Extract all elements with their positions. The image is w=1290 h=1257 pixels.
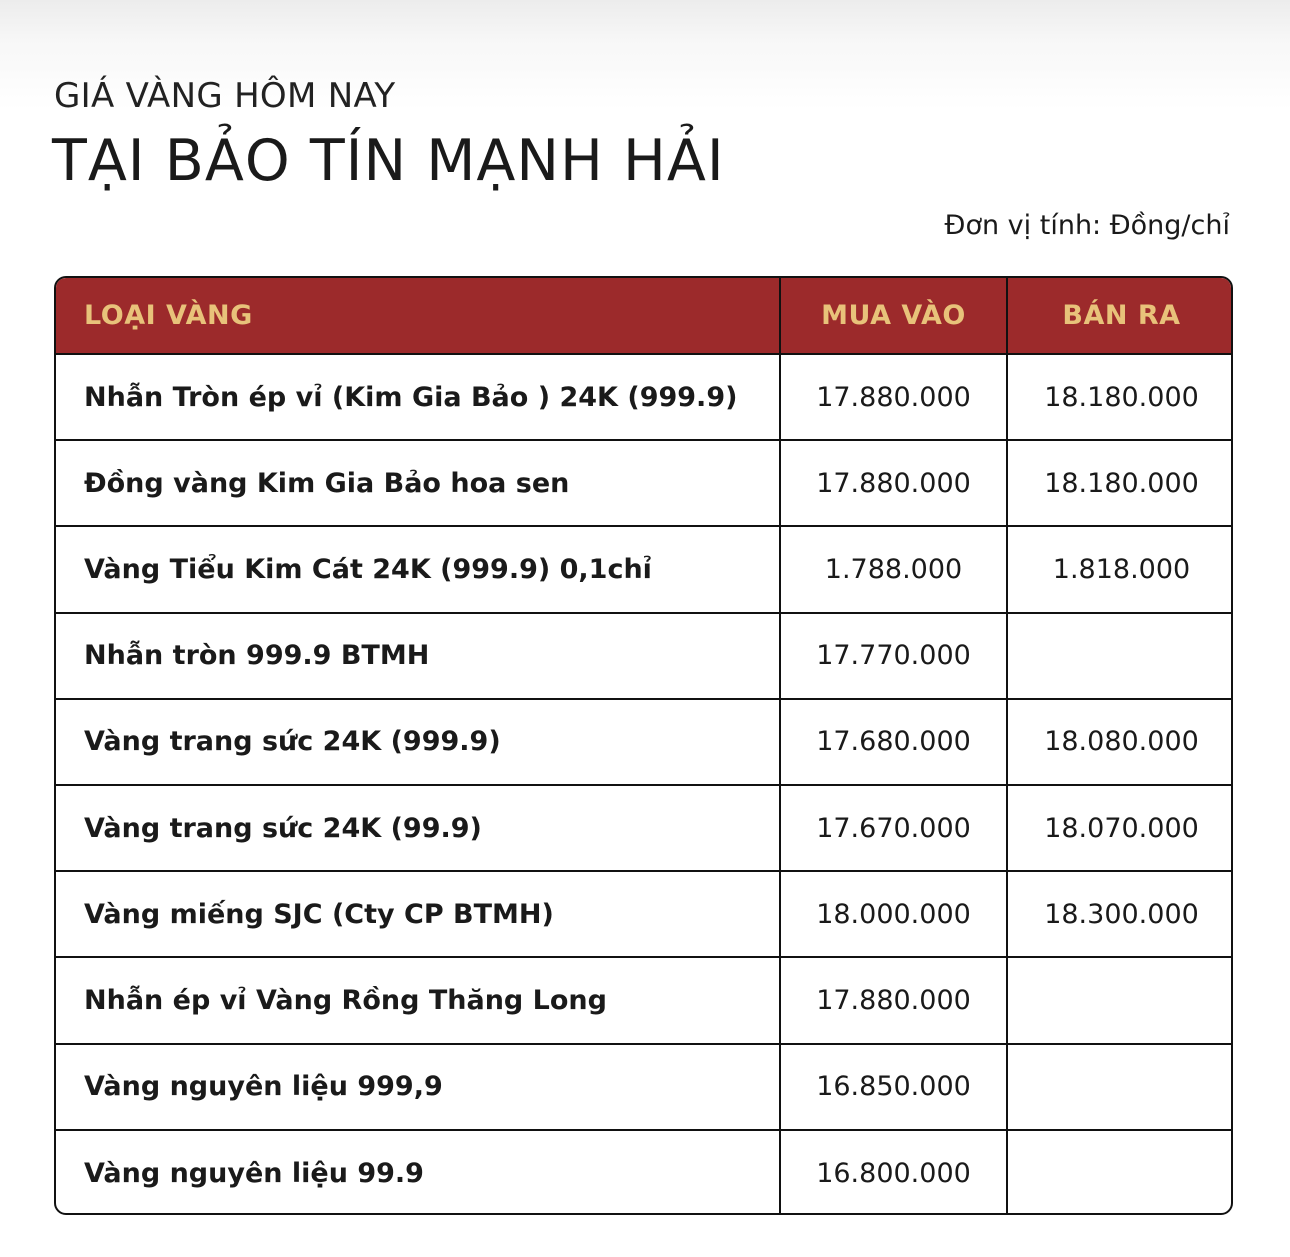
gold-type-cell: Nhẫn ép vỉ Vàng Rồng Thăng Long	[56, 957, 780, 1043]
table-row	[56, 785, 1233, 871]
table-header-row	[56, 278, 1233, 354]
sell-price-cell	[1007, 1130, 1233, 1215]
buy-price-cell: 18.000.000	[780, 871, 1007, 957]
table-row	[56, 1130, 1233, 1215]
buy-price-cell: 16.800.000	[780, 1130, 1007, 1215]
gold-type-cell: Vàng nguyên liệu 999,9	[56, 1044, 780, 1130]
gold-price-table	[56, 278, 1233, 1215]
gold-type-cell: Nhẫn Tròn ép vỉ (Kim Gia Bảo ) 24K (999.9)	[56, 354, 780, 440]
gold-type-cell: Đồng vàng Kim Gia Bảo hoa sen	[56, 440, 780, 526]
table-row	[56, 526, 1233, 612]
buy-price-cell: 17.770.000	[780, 613, 1007, 699]
sell-price-cell: 18.080.000	[1007, 699, 1233, 785]
table-row	[56, 957, 1233, 1043]
table-row	[56, 613, 1233, 699]
column-header-type: LOẠI VÀNG	[56, 278, 780, 354]
buy-price-cell: 17.880.000	[780, 354, 1007, 440]
page-subtitle: GIÁ VÀNG HÔM NAY	[54, 76, 396, 116]
buy-price-cell: 17.880.000	[780, 440, 1007, 526]
buy-price-cell: 1.788.000	[780, 526, 1007, 612]
table-row	[56, 871, 1233, 957]
sell-price-cell	[1007, 957, 1233, 1043]
column-header-sell: BÁN RA	[1062, 300, 1181, 331]
gold-type-cell: Nhẫn tròn 999.9 BTMH	[56, 613, 780, 699]
price-table-container	[54, 276, 1233, 1215]
table-row	[56, 440, 1233, 526]
table-row	[56, 354, 1233, 440]
unit-note: Đơn vị tính: Đồng/chỉ	[944, 210, 1230, 241]
table-row	[56, 699, 1233, 785]
sell-price-cell: 18.180.000	[1007, 354, 1233, 440]
buy-price-cell: 17.880.000	[780, 957, 1007, 1043]
sell-price-cell: 18.070.000	[1007, 785, 1233, 871]
sell-price-cell	[1007, 1044, 1233, 1130]
buy-price-cell: 16.850.000	[780, 1044, 1007, 1130]
gold-type-cell: Vàng trang sức 24K (99.9)	[56, 785, 780, 871]
sell-price-cell: 1.818.000	[1007, 526, 1233, 612]
sell-price-cell: 18.300.000	[1007, 871, 1233, 957]
buy-price-cell: 17.670.000	[780, 785, 1007, 871]
gold-type-cell: Vàng miếng SJC (Cty CP BTMH)	[56, 871, 780, 957]
table-row	[56, 1044, 1233, 1130]
column-header-buy: MUA VÀO	[780, 278, 1007, 354]
gold-type-cell: Vàng trang sức 24K (999.9)	[56, 699, 780, 785]
buy-price-cell: 17.680.000	[780, 699, 1007, 785]
sell-price-cell: 18.180.000	[1007, 440, 1233, 526]
page-title: TẠI BẢO TÍN MẠNH HẢI	[52, 128, 725, 194]
sell-price-cell	[1007, 613, 1233, 699]
gold-type-cell: Vàng Tiểu Kim Cát 24K (999.9) 0,1chỉ	[56, 526, 780, 612]
gold-type-cell: Vàng nguyên liệu 99.9	[56, 1130, 780, 1215]
